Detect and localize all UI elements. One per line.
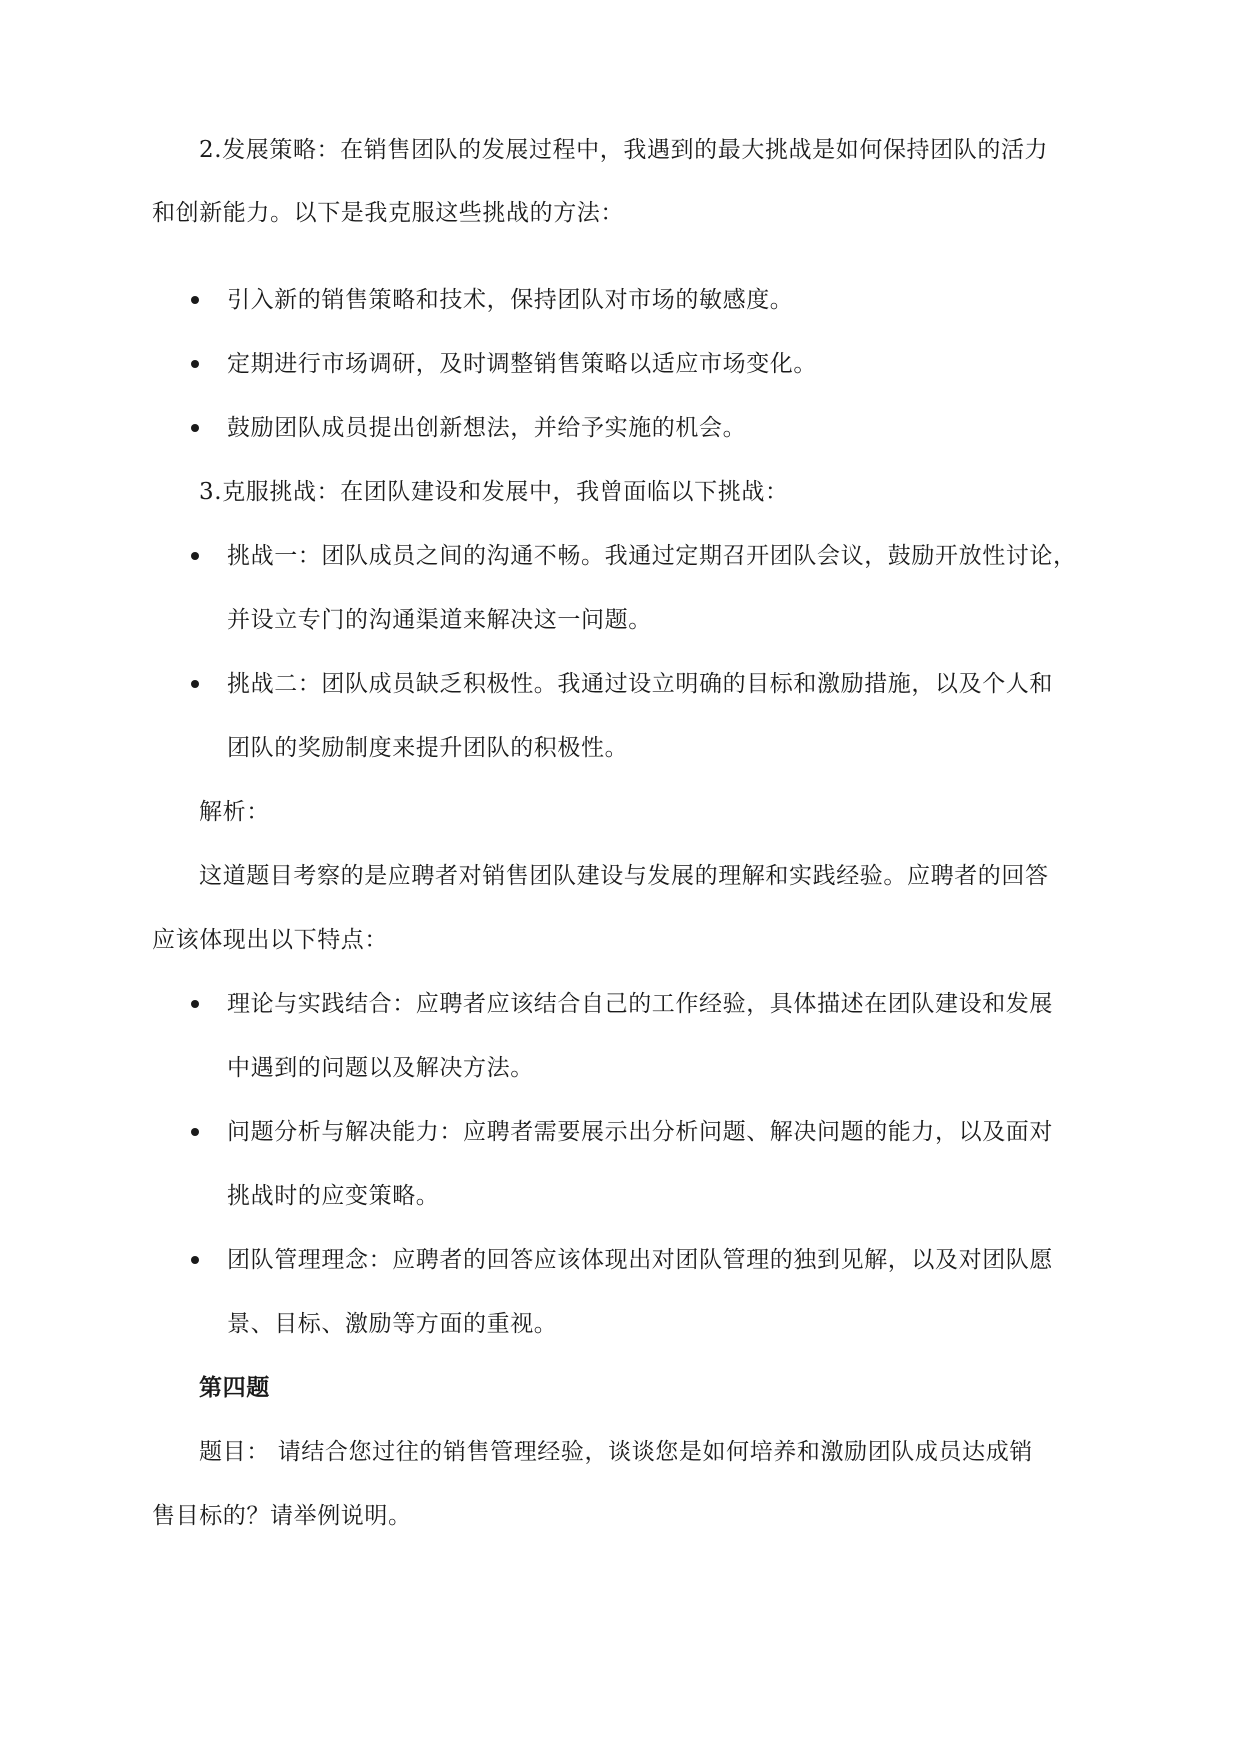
question-text-line-2: 售目标的？请举例说明。 xyxy=(152,1503,412,1529)
analysis-item-line-2: 挑战时的应变策略。 xyxy=(227,1183,440,1209)
challenges-heading: 3.克服挑战：在团队建设和发展中，我曾面临以下挑战： xyxy=(199,479,789,505)
strategy-paragraph-line-1: 2.发展策略：在销售团队的发展过程中，我遇到的最大挑战是如何保持团队的活力 xyxy=(199,137,1049,163)
strategy-list-item: 引入新的销售策略和技术，保持团队对市场的敏感度。 xyxy=(227,287,794,313)
challenge-item-line-2: 团队的奖励制度来提升团队的积极性。 xyxy=(227,735,629,761)
question-title: 第四题 xyxy=(199,1374,270,1401)
analysis-item-line-2: 景、目标、激励等方面的重视。 xyxy=(227,1311,558,1337)
bullet-icon xyxy=(191,296,199,304)
analysis-item-line-1: 理论与实践结合：应聘者应该结合自己的工作经验，具体描述在团队建设和发展 xyxy=(227,991,1053,1017)
challenge-item-line-1: 挑战二：团队成员缺乏积极性。我通过设立明确的目标和激励措施，以及个人和 xyxy=(227,671,1053,697)
challenge-item-line-2: 并设立专门的沟通渠道来解决这一问题。 xyxy=(227,607,652,633)
analysis-intro-line-1: 这道题目考察的是应聘者对销售团队建设与发展的理解和实践经验。应聘者的回答 xyxy=(199,863,1049,889)
analysis-item-line-2: 中遇到的问题以及解决方法。 xyxy=(227,1055,534,1081)
bullet-icon xyxy=(191,424,199,432)
strategy-list-item: 鼓励团队成员提出创新想法，并给予实施的机会。 xyxy=(227,415,747,441)
bullet-icon xyxy=(191,360,199,368)
question-text-line-1: 题目： 请结合您过往的销售管理经验，谈谈您是如何培养和激励团队成员达成销 xyxy=(199,1439,1033,1465)
strategy-paragraph-line-2: 和创新能力。以下是我克服这些挑战的方法： xyxy=(152,200,624,226)
bullet-icon xyxy=(191,1256,199,1264)
challenge-item-line-1: 挑战一：团队成员之间的沟通不畅。我通过定期召开团队会议，鼓励开放性讨论， xyxy=(227,543,1077,569)
analysis-intro-line-2: 应该体现出以下特点： xyxy=(152,927,388,953)
analysis-item-line-1: 团队管理理念：应聘者的回答应该体现出对团队管理的独到见解，以及对团队愿 xyxy=(227,1247,1053,1273)
analysis-label: 解析： xyxy=(199,799,270,825)
bullet-icon xyxy=(191,1128,199,1136)
bullet-icon xyxy=(191,552,199,560)
analysis-item-line-1: 问题分析与解决能力：应聘者需要展示出分析问题、解决问题的能力，以及面对 xyxy=(227,1119,1053,1145)
bullet-icon xyxy=(191,680,199,688)
bullet-icon xyxy=(191,1000,199,1008)
strategy-list-item: 定期进行市场调研，及时调整销售策略以适应市场变化。 xyxy=(227,351,817,377)
